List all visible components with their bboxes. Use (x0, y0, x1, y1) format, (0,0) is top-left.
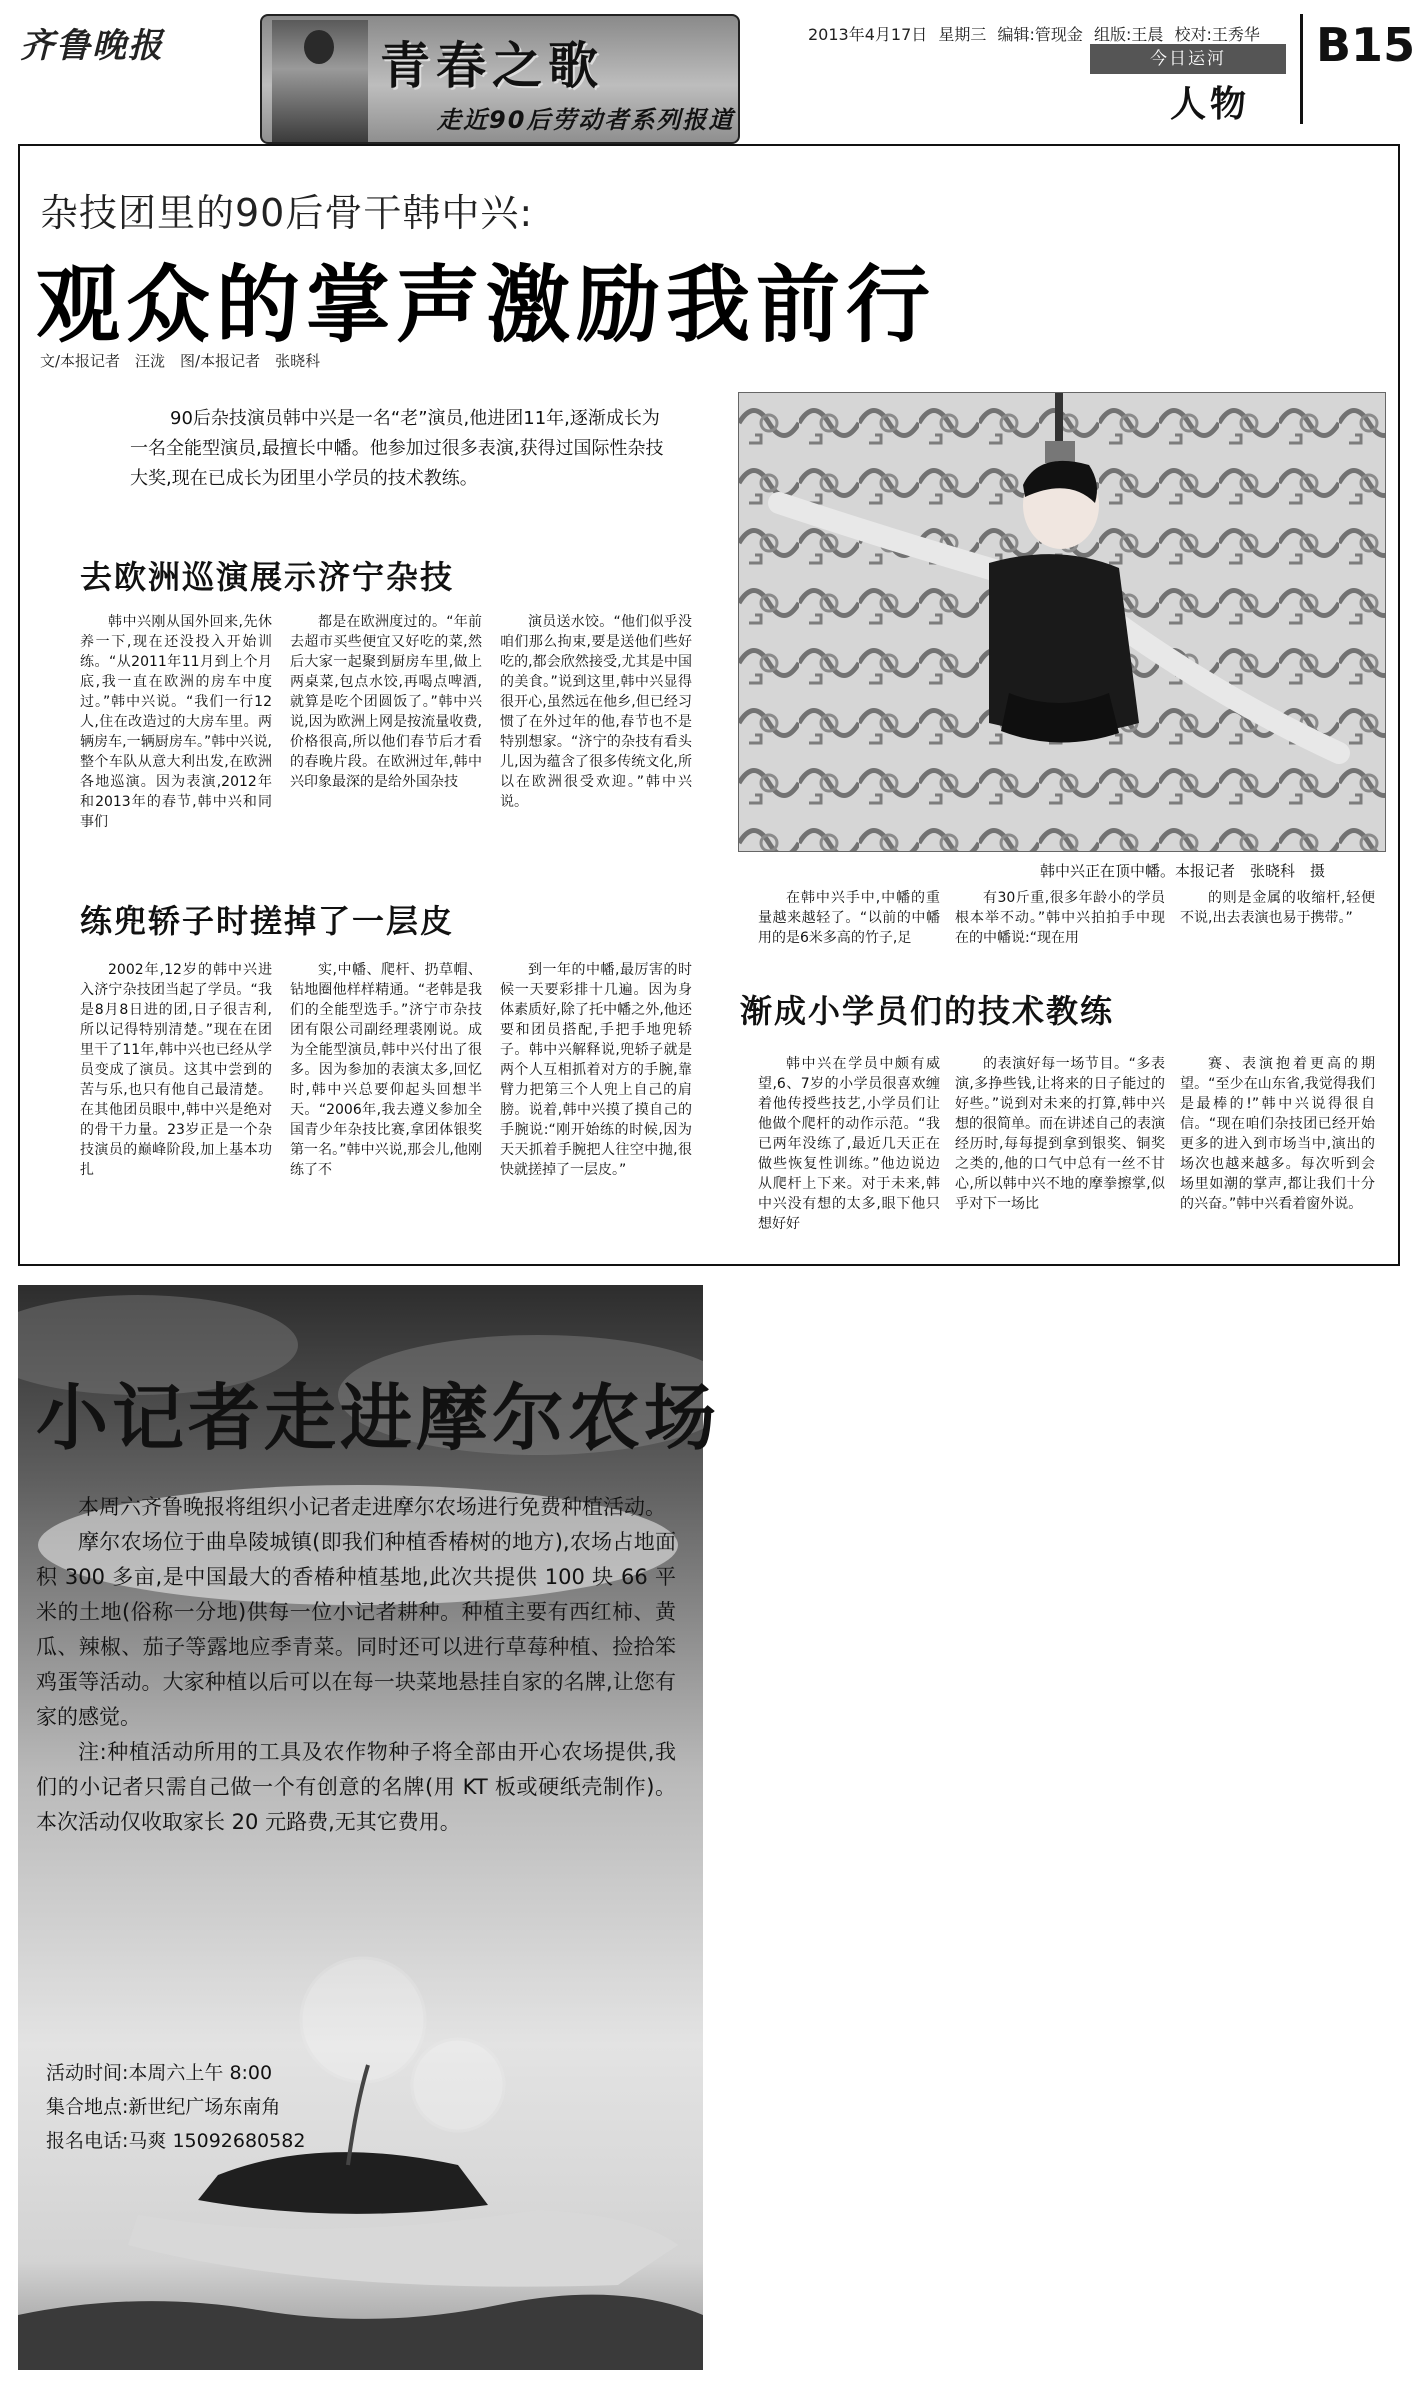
s3-column-2: 的表演好每一场节目。“多表演,多挣些钱,让将来的日子能过的好些。”说到对未来的打算,韩中兴想的很简单。而在讲述自己的表演经历时,每每提到拿到银奖、铜奖之类的,他的口气中总有一丝不甘心,所以韩中兴不地的摩拳擦掌,似乎对下一场比 (955, 1056, 1165, 1212)
issue-weekday: 星期三 (938, 25, 987, 44)
byline: 文/本报记者 汪泷 图/本报记者 张晓科 (40, 352, 321, 370)
article-headline: 观众的掌声激励我前行 (36, 256, 937, 354)
s1-column-1: 韩中兴刚从国外回来,先休养一下,现在还没投入开始训练。“从2011年11月到上个月底,我一直在欧洲的房车中度过。”韩中兴说。“我们一行12人,住在改造过的大房车里。两辆房车,一辆厨房车。”韩中兴说,整个车队从意大利出发,在欧洲各地巡演。因为表演,2012年和2013年的春节,韩中兴和同事们 (80, 614, 272, 830)
s3-top-1: 在韩中兴手中,中幡的重量越来越轻了。“以前的中幡用的是6米多高的竹子,足 (758, 890, 940, 946)
section3-heading: 渐成小学员们的技术教练 (740, 992, 1115, 1030)
ad-event-info (46, 2056, 305, 2158)
section-category: 人物 (1170, 84, 1251, 125)
photo-caption: 韩中兴正在顶中幡。本报记者 张晓科 摄 (1040, 862, 1326, 880)
event-phone: 报名电话:马爽 15092680582 (46, 2130, 306, 2152)
divider (1300, 14, 1303, 124)
section2-heading: 练兜轿子时搓掉了一层皮 (80, 902, 455, 940)
s2-column-1: 2002年,12岁的韩中兴进入济宁杂技团当起了学员。“我是8月8日进的团,日子很吉利,所以记得特别清楚。”现在在团里干了11年,韩中兴也已经从学员变成了演员。这其中尝到的苦与乐,也只有他自己最清楚。在其他团员眼中,韩中兴是绝对的骨干力量。23岁正是一个杂技演员的巅峰阶段,加上基本功扎 (80, 962, 272, 1178)
event-place: 集合地点:新世纪广场东南角 (46, 2096, 281, 2118)
series-banner (260, 14, 740, 144)
photo-illustration (739, 393, 1386, 852)
article-lead: 90后杂技演员韩中兴是一名“老”演员,他进团11年,逐渐成长为一名全能型演员,最擅长中幡。他参加过很多表演,获得过国际性杂技大奖,现在已成长为团里小学员的技术教练。 (130, 408, 664, 489)
editor: 编辑:管现金 (997, 25, 1083, 44)
ad-body (36, 1490, 676, 1840)
ad-paragraph-3: 注:种植活动所用的工具及农作物种子将全部由开心农场提供,我们的小记者只需自己做一个有创意的名牌(用 KT 板或硬纸壳制作)。本次活动仅收取家长 20 元路费,无其它费用。 (36, 1740, 676, 1834)
issue-date: 2013年4月17日 (808, 25, 928, 44)
acrobat-photo (738, 392, 1386, 852)
layout-editor: 组版:王晨 (1093, 25, 1164, 44)
s3-top-2: 有30斤重,很多年龄小的学员根本举不动。”韩中兴拍拍手中现在的中幡说:“现在用 (955, 890, 1165, 946)
s3-column-3: 赛、表演抱着更高的期望。“至少在山东省,我觉得我们是最棒的!”韩中兴说得很自信。“现在咱们杂技团已经开始更多的进入到市场当中,演出的场次也越来越多。每次听到会场里如潮的掌声,都让我们十分的兴奋。”韩中兴看着窗外说。 (1180, 1056, 1375, 1212)
s1-column-3: 演员送水饺。“他们似乎没咱们那么拘束,要是送他们些好吃的,都会欣然接受,尤其是中国的美食。”说到这里,韩中兴显得很开心,虽然远在他乡,但已经习惯了在外过年的他,春节也不是特别想家。“济宁的杂技有看头儿,因为蕴含了很多传统文化,所以在欧洲很受欢迎。”韩中兴说。 (500, 614, 692, 810)
s1-column-2: 都是在欧洲度过的。“年前去超市买些便宜又好吃的菜,然后大家一起聚到厨房车里,做上两桌菜,包点水饺,再喝点啤酒,就算是吃个团圆饭了。”韩中兴说,因为欧洲上网是按流量收费,价格很高,所以他们春节后才看的春晚片段。在欧洲过年,韩中兴印象最深的是给外国杂技 (290, 614, 482, 790)
section1-heading: 去欧洲巡演展示济宁杂技 (80, 558, 455, 596)
event-time: 活动时间:本周六上午 8:00 (46, 2062, 273, 2084)
banner-title: 青春之歌 (380, 37, 604, 95)
edition-label: 今日运河 (1090, 44, 1286, 74)
ad-paragraph-2: 摩尔农场位于曲阜陵城镇(即我们种植香椿树的地方),农场占地面积 300 多亩,是中国最大的香椿种植基地,此次共提供 100 块 66 平米的土地(俗称一分地)供每一位小记者耕种。种植主要有西红柿、黄瓜、辣椒、茄子等露地应季青菜。同时还可以进行草莓种植、捡拾笨鸡蛋等活动。大家种植以后可以在每一块菜地悬挂自家的名牌,让您有家的感觉。 (36, 1530, 676, 1729)
banner-subtitle: 走近90后劳动者系列报道 (437, 106, 735, 134)
s3-column-1: 韩中兴在学员中颇有威望,6、7岁的小学员很喜欢缠着他传授些技艺,小学员们让他做个爬杆的动作示范。“我已两年没练了,最近几天正在做些恢复性训练。”他边说边从爬杆上下来。对于未来,韩中兴没有想的太多,眼下他只想好好 (758, 1056, 940, 1232)
s3-top-3: 的则是金属的收缩杆,轻便不说,出去表演也易于携带。” (1180, 890, 1375, 926)
article-kicker: 杂技团里的90后骨干韩中兴: (40, 191, 534, 235)
banner-photo (272, 20, 368, 142)
issue-meta (808, 22, 1260, 45)
s2-column-2: 实,中幡、爬杆、扔草帽、钻地圈他样样精通。“老韩是我们的全能型选手。”济宁市杂技团有限公司副经理裘刚说。成为全能型演员,韩中兴付出了很多。因为参加的表演太多,回忆时,韩中兴总要仰起头回想半天。“2006年,我去遵义参加全国青少年杂技比赛,拿团体银奖第一名。”韩中兴说,那会儿,他刚练了不 (290, 962, 482, 1178)
ad-paragraph-1: 本周六齐鲁晚报将组织小记者走进摩尔农场进行免费种植活动。 (78, 1495, 666, 1519)
proofreader: 校对:王秀华 (1174, 25, 1260, 44)
ad-title: 小记者走进摩尔农场 (36, 1376, 721, 1460)
s2-column-3: 到一年的中幡,最厉害的时候一天要彩排十几遍。因为身体素质好,除了托中幡之外,他还要和团员搭配,手把手地兜轿子。韩中兴解释说,兜轿子就是两个人互相抓着对方的手腕,靠臂力把第三个人兜上自己的肩膀。说着,韩中兴摸了摸自己的手腕说:“刚开始练的时候,因为天天抓着手腕把人往空中抛,很快就搓掉了一层皮。” (500, 962, 692, 1178)
page-number: B15 (1316, 18, 1416, 72)
newspaper-logo: 齐鲁晚报 (20, 26, 164, 66)
